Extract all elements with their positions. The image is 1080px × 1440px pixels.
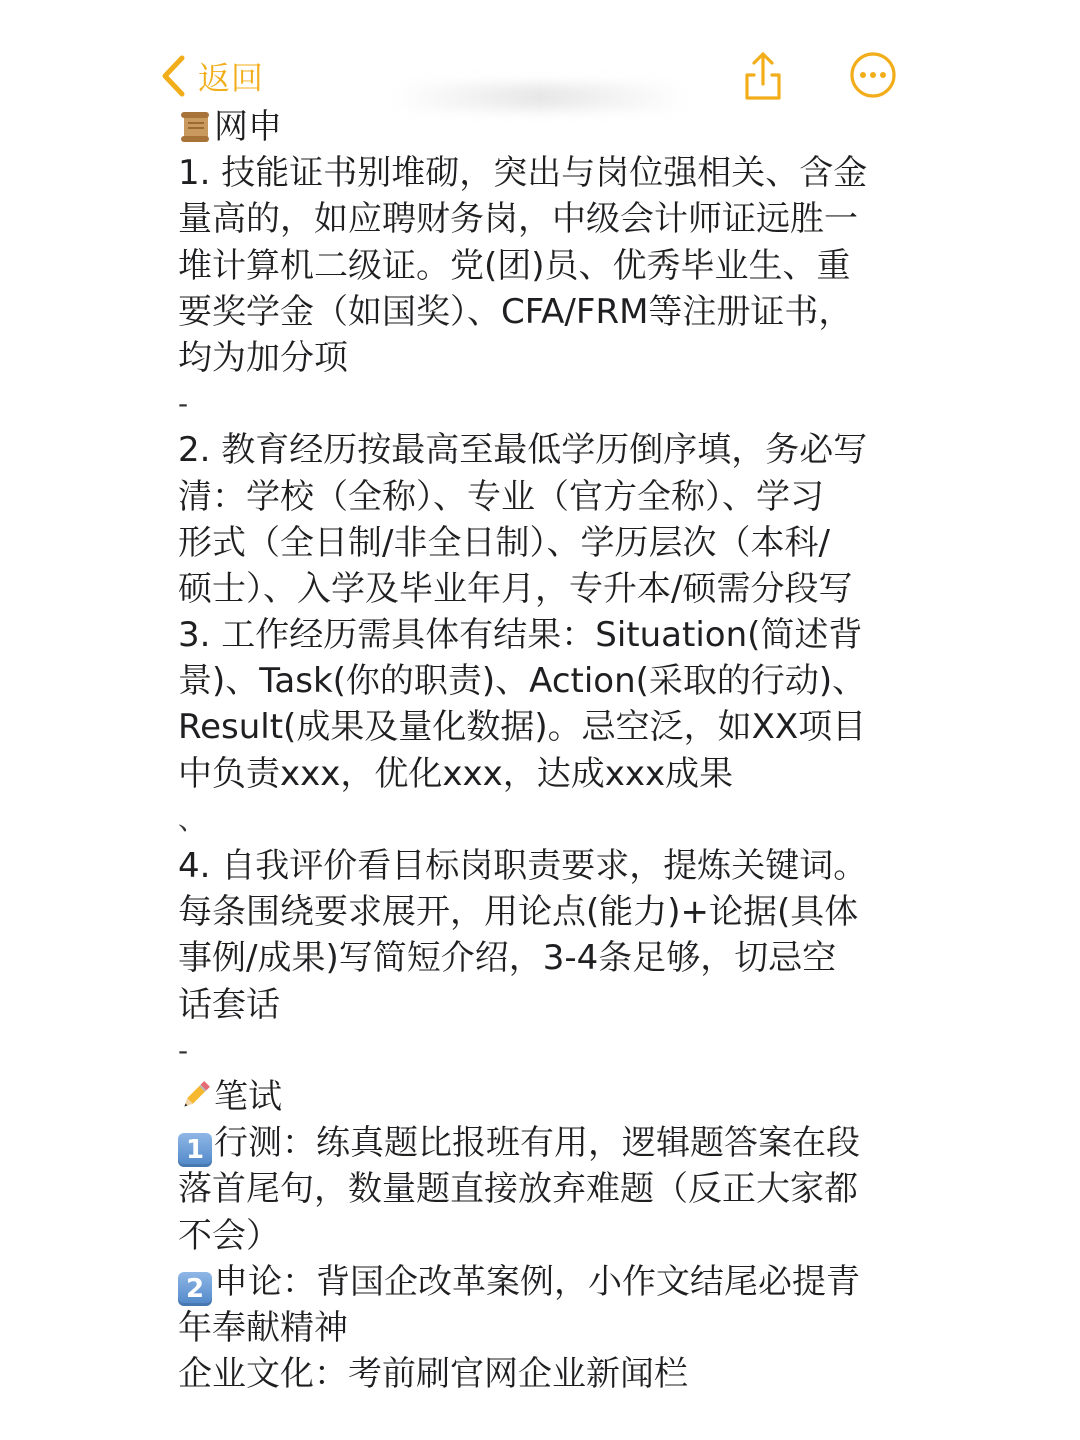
share-icon [735,48,791,104]
note-separator: 、 [178,802,207,836]
note-line: 量高的，如应聘财务岗，中级会计师证远胜一 [178,199,858,240]
back-label: 返回 [198,59,265,97]
note-line: 要奖学金（如国奖）、CFA/FRM等注册证书， [178,291,853,332]
pencil-icon [178,1079,212,1113]
chevron-left-icon [160,54,186,98]
keycap-two-icon: 2 [178,1272,212,1306]
note-line: 硕士）、入学及毕业年月，专升本/硕需分段写 [178,568,853,609]
keycap-one-icon: 1 [178,1133,212,1167]
note-body[interactable] [178,104,908,1397]
note-line: 中负责xxx，优化xxx，达成xxx成果 [178,753,734,794]
note-line: 1. 技能证书别堆砌，突出与岗位强相关、含金 [178,153,868,194]
note-line: 清：学校（全称）、专业（官方全称）、学习 [178,476,824,517]
scroll-icon [178,109,212,143]
more-icon [845,48,901,104]
note-separator: - [178,1033,189,1067]
list-item-essay-test: 2 申论：背国企改革案例，小作文结尾必提青 [178,1259,908,1305]
note-line: 每条围绕要求展开，用论点(能力)+论据(具体 [178,892,859,933]
note-line: 话套话 [178,984,280,1025]
note-line: 企业文化：考前刷官网企业新闻栏 [178,1354,688,1395]
note-line: Result(成果及量化数据)。忌空泛，如XX项目 [178,707,867,748]
note-line: 2. 教育经历按最高至最低学历倒序填，务必写 [178,430,868,471]
note-line: 不会） [178,1215,280,1256]
back-button[interactable] [160,52,264,100]
note-line: 堆计算机二级证。党(团)员、优秀毕业生、重 [178,245,851,286]
share-button[interactable] [735,48,791,104]
navigation-bar [0,0,1080,110]
note-line: 3. 工作经历需具体有结果：Situation(简述背 [178,615,863,656]
more-button[interactable] [845,48,901,104]
note-line: 年奉献精神 [178,1307,348,1348]
note-separator: - [178,387,189,421]
list-item-aptitude-test: 1 行测：练真题比报班有用，逻辑题答案在段 [178,1120,908,1166]
note-line: 4. 自我评价看目标岗职责要求，提炼关键词。 [178,846,868,886]
note-line: 形式（全日制/非全日制）、学历层次（本科/ [178,522,830,563]
note-line: 景)、Task(你的职责)、Action(采取的行动)、 [178,661,867,702]
section-heading-written-test: 笔试 [178,1074,908,1120]
note-line: 落首尾句，数量题直接放弃难题（反正大家都 [178,1169,858,1210]
section-heading-online-application: 网申 [178,104,908,150]
note-line: 均为加分项 [178,337,348,378]
note-line: 事例/成果)写简短介绍，3-4条足够，切忌空 [178,938,837,979]
